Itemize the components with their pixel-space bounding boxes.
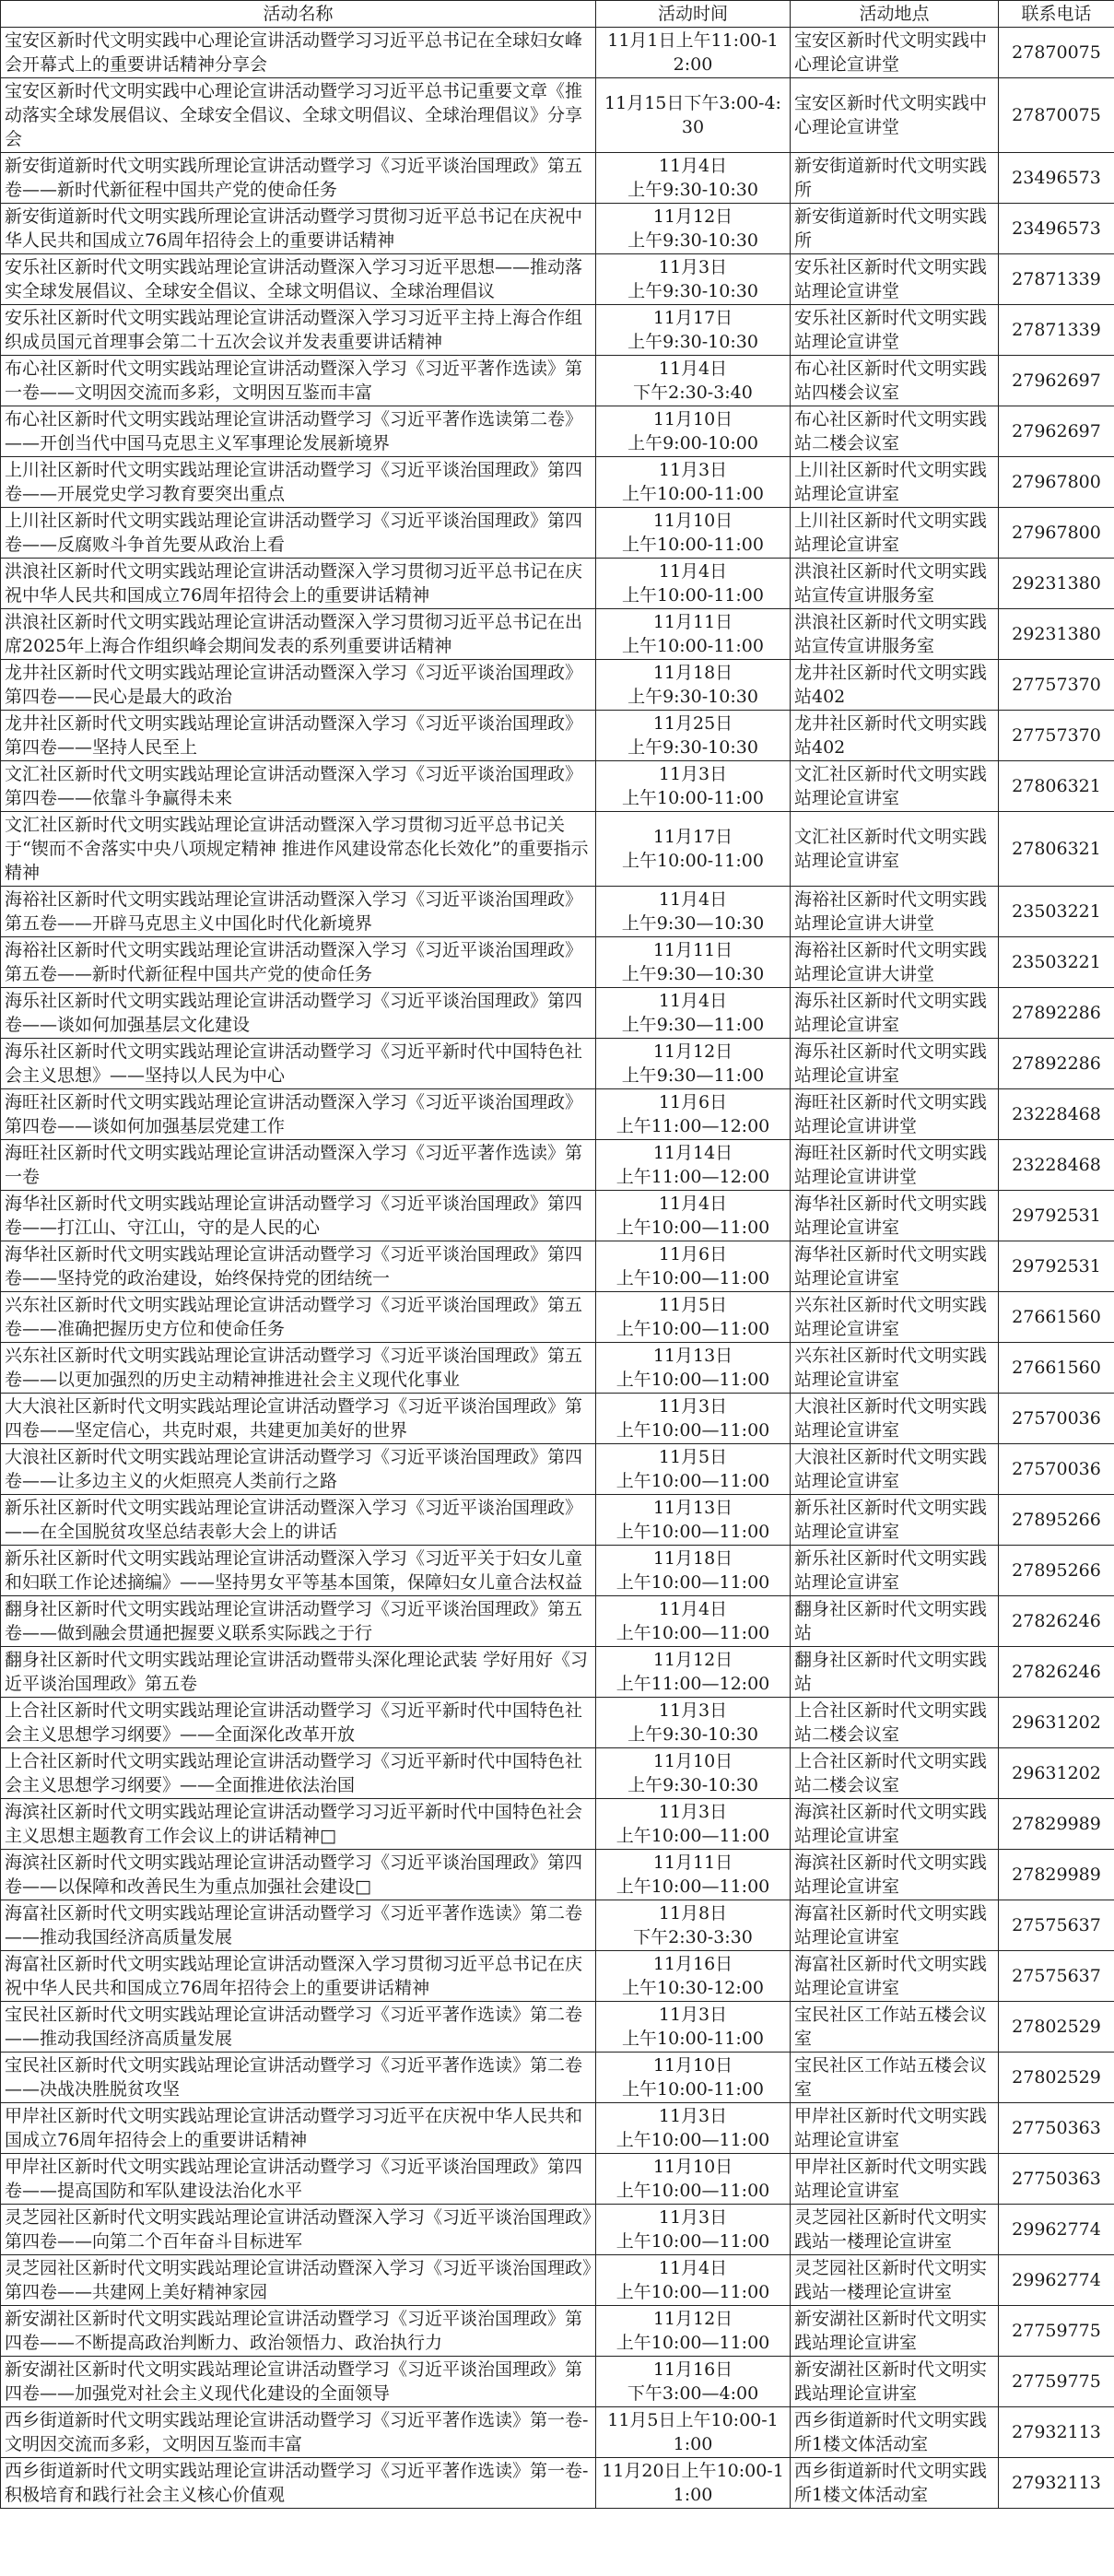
activity-place-cell: 新乐社区新时代文明实践站理论宣讲室 (791, 1546, 999, 1596)
table-header-row (1, 1, 1114, 28)
activity-time-cell: 11月17日 上午9:30-10:30 (596, 305, 791, 356)
activity-place-cell: 甲岸社区新时代文明实践站理论宣讲室 (791, 2154, 999, 2205)
table-row (1, 28, 1114, 78)
table-row (1, 406, 1114, 457)
activity-place-cell: 海滨社区新时代文明实践站理论宣讲室 (791, 1799, 999, 1850)
activity-time-cell: 11月4日 上午10:00—11:00 (596, 2255, 791, 2306)
table-row (1, 508, 1114, 559)
activity-place-cell: 海乐社区新时代文明实践站理论宣讲室 (791, 1039, 999, 1089)
activity-place-cell: 海旺社区新时代文明实践站理论宣讲讲堂 (791, 1140, 999, 1191)
table-row (1, 937, 1114, 988)
contact-phone-cell: 29231380 (999, 559, 1114, 609)
activity-name-cell: 宝民社区新时代文明实践站理论宣讲活动暨学习《习近平著作选读》第二卷——推动我国经济高质量发展 (1, 2002, 596, 2053)
activity-place-cell: 海旺社区新时代文明实践站理论宣讲讲堂 (791, 1089, 999, 1140)
contact-phone-cell: 27892286 (999, 1039, 1114, 1089)
activity-place-cell: 西乡街道新时代文明实践所1楼文体活动室 (791, 2407, 999, 2458)
table-row (1, 1292, 1114, 1343)
contact-phone-cell: 27575637 (999, 1900, 1114, 1951)
table-row (1, 2103, 1114, 2154)
activity-place-cell: 布心社区新时代文明实践站四楼会议室 (791, 356, 999, 406)
table-row (1, 1444, 1114, 1495)
contact-phone-cell: 29792531 (999, 1241, 1114, 1292)
activity-time-cell: 11月15日下午3:00-4:30 (596, 78, 791, 153)
activity-time-cell: 11月4日 上午10:00—11:00 (596, 1191, 791, 1241)
activity-time-cell: 11月3日 上午10:00-11:00 (596, 2002, 791, 2053)
table-row (1, 153, 1114, 204)
contact-phone-cell: 27870075 (999, 28, 1114, 78)
activity-name-cell: 文汇社区新时代文明实践站理论宣讲活动暨深入学习贯彻习近平总书记关于“锲而不舍落实中央八项规定精神 推进作风建设常态化长效化”的重要指示精神 (1, 812, 596, 887)
activity-time-cell: 11月6日 上午11:00—12:00 (596, 1089, 791, 1140)
table-row (1, 204, 1114, 254)
contact-phone-cell: 27757370 (999, 660, 1114, 711)
contact-phone-cell: 29792531 (999, 1191, 1114, 1241)
table-row (1, 660, 1114, 711)
table-row (1, 1089, 1114, 1140)
activity-name-cell: 海华社区新时代文明实践站理论宣讲活动暨学习《习近平谈治国理政》第四卷——坚持党的政治建设，始终保持党的团结统一 (1, 1241, 596, 1292)
activity-name-cell: 上合社区新时代文明实践站理论宣讲活动暨学习《习近平新时代中国特色社会主义思想学习纲要》——全面推进依法治国 (1, 1748, 596, 1799)
activity-place-cell: 上川社区新时代文明实践站理论宣讲室 (791, 508, 999, 559)
contact-phone-cell: 29962774 (999, 2205, 1114, 2255)
activity-name-cell: 新安街道新时代文明实践所理论宣讲活动暨学习《习近平谈治国理政》第五卷——新时代新征程中国共产党的使命任务 (1, 153, 596, 204)
activity-place-cell: 宝民社区工作站五楼会议室 (791, 2002, 999, 2053)
activity-name-cell: 海乐社区新时代文明实践站理论宣讲活动暨学习《习近平谈治国理政》第四卷——谈如何加强基层文化建设 (1, 988, 596, 1039)
activity-name-cell: 兴东社区新时代文明实践站理论宣讲活动暨学习《习近平谈治国理政》第五卷——准确把握历史方位和使命任务 (1, 1292, 596, 1343)
activity-place-cell: 翻身社区新时代文明实践站 (791, 1596, 999, 1647)
activity-place-cell: 龙井社区新时代文明实践站402 (791, 711, 999, 761)
activity-time-cell: 11月10日 上午9:30-10:30 (596, 1748, 791, 1799)
contact-phone-cell: 27757370 (999, 711, 1114, 761)
activity-time-cell: 11月4日 上午10:00-11:00 (596, 559, 791, 609)
activity-time-cell: 11月20日上午10:00-11:00 (596, 2458, 791, 2509)
activity-time-cell: 11月3日 上午10:00—11:00 (596, 1394, 791, 1444)
activity-time-cell: 11月10日 上午9:00-10:00 (596, 406, 791, 457)
activity-name-cell: 灵芝园社区新时代文明实践站理论宣讲活动暨深入学习《习近平谈治国理政》第四卷——向第二个百年奋斗目标进军 (1, 2205, 596, 2255)
table-row (1, 457, 1114, 508)
activity-place-cell: 海乐社区新时代文明实践站理论宣讲室 (791, 988, 999, 1039)
activity-time-cell: 11月13日 上午10:00—11:00 (596, 1343, 791, 1394)
table-row (1, 1343, 1114, 1394)
contact-phone-cell: 27806321 (999, 761, 1114, 812)
activity-place-cell: 宝民社区工作站五楼会议室 (791, 2053, 999, 2103)
table-row (1, 1140, 1114, 1191)
contact-phone-cell: 29231380 (999, 609, 1114, 660)
activity-place-cell: 海富社区新时代文明实践站理论宣讲室 (791, 1900, 999, 1951)
header-contact-phone: 联系电话 (999, 1, 1114, 28)
activity-time-cell: 11月14日 上午11:00—12:00 (596, 1140, 791, 1191)
table-row (1, 2458, 1114, 2509)
activity-place-cell: 宝安区新时代文明实践中心理论宣讲堂 (791, 28, 999, 78)
activity-name-cell: 海旺社区新时代文明实践站理论宣讲活动暨深入学习《习近平著作选读》第一卷 (1, 1140, 596, 1191)
activity-time-cell: 11月12日 上午9:30-10:30 (596, 204, 791, 254)
activity-name-cell: 翻身社区新时代文明实践站理论宣讲活动暨学习《习近平谈治国理政》第五卷——做到融会贯通把握要义联系实际践之于行 (1, 1596, 596, 1647)
activity-time-cell: 11月4日 上午9:30—11:00 (596, 988, 791, 1039)
activity-name-cell: 兴东社区新时代文明实践站理论宣讲活动暨学习《习近平谈治国理政》第五卷——以更加强烈的历史主动精神推进社会主义现代化事业 (1, 1343, 596, 1394)
table-row (1, 2407, 1114, 2458)
activity-place-cell: 宝安区新时代文明实践中心理论宣讲堂 (791, 78, 999, 153)
activity-name-cell: 上川社区新时代文明实践站理论宣讲活动暨学习《习近平谈治国理政》第四卷——反腐败斗争首先要从政治上看 (1, 508, 596, 559)
activity-name-cell: 新乐社区新时代文明实践站理论宣讲活动暨深入学习《习近平关于妇女儿童和妇联工作论述摘编》——坚持男女平等基本国策，保障妇女儿童合法权益 (1, 1546, 596, 1596)
activity-place-cell: 兴东社区新时代文明实践站理论宣讲室 (791, 1292, 999, 1343)
activity-place-cell: 文汇社区新时代文明实践站理论宣讲室 (791, 812, 999, 887)
activity-name-cell: 灵芝园社区新时代文明实践站理论宣讲活动暨深入学习《习近平谈治国理政》第四卷——共建网上美好精神家园 (1, 2255, 596, 2306)
table-row (1, 609, 1114, 660)
activity-place-cell: 安乐社区新时代文明实践站理论宣讲堂 (791, 305, 999, 356)
table-row (1, 1191, 1114, 1241)
table-row (1, 1394, 1114, 1444)
activity-time-cell: 11月10日 上午10:00—11:00 (596, 2154, 791, 2205)
activity-name-cell: 文汇社区新时代文明实践站理论宣讲活动暨深入学习《习近平谈治国理政》第四卷——依靠斗争赢得未来 (1, 761, 596, 812)
activity-name-cell: 龙井社区新时代文明实践站理论宣讲活动暨深入学习《习近平谈治国理政》第四卷——坚持人民至上 (1, 711, 596, 761)
contact-phone-cell: 27871339 (999, 254, 1114, 305)
activity-name-cell: 甲岸社区新时代文明实践站理论宣讲活动暨学习习近平在庆祝中华人民共和国成立76周年招待会上的重要讲话精神 (1, 2103, 596, 2154)
contact-phone-cell: 27932113 (999, 2458, 1114, 2509)
contact-phone-cell: 27802529 (999, 2053, 1114, 2103)
activity-time-cell: 11月3日 上午9:30-10:30 (596, 254, 791, 305)
header-activity-time: 活动时间 (596, 1, 791, 28)
activity-place-cell: 新安湖社区新时代文明实践站理论宣讲室 (791, 2357, 999, 2407)
contact-phone-cell: 27802529 (999, 2002, 1114, 2053)
table-row (1, 78, 1114, 153)
contact-phone-cell: 27962697 (999, 406, 1114, 457)
activity-place-cell: 安乐社区新时代文明实践站理论宣讲堂 (791, 254, 999, 305)
activity-time-cell: 11月3日 上午10:00—11:00 (596, 1799, 791, 1850)
activity-name-cell: 海旺社区新时代文明实践站理论宣讲活动暨深入学习《习近平谈治国理政》第四卷——谈如何加强基层党建工作 (1, 1089, 596, 1140)
table-row (1, 1596, 1114, 1647)
activity-place-cell: 新安街道新时代文明实践所 (791, 204, 999, 254)
table-row (1, 559, 1114, 609)
table-row (1, 2154, 1114, 2205)
activity-name-cell: 西乡街道新时代文明实践站理论宣讲活动暨学习《习近平著作选读》第一卷-积极培育和践行社会主义核心价值观 (1, 2458, 596, 2509)
contact-phone-cell: 27759775 (999, 2306, 1114, 2357)
activity-name-cell: 宝安区新时代文明实践中心理论宣讲活动暨学习习近平总书记重要文章《推动落实全球发展倡议、全球安全倡议、全球文明倡议、全球治理倡议》分享会 (1, 78, 596, 153)
table-row (1, 2002, 1114, 2053)
activity-place-cell: 海华社区新时代文明实践站理论宣讲室 (791, 1241, 999, 1292)
table-body (1, 28, 1114, 2509)
activity-name-cell: 大浪社区新时代文明实践站理论宣讲活动暨学习《习近平谈治国理政》第四卷——让多边主义的火炬照亮人类前行之路 (1, 1444, 596, 1495)
activity-time-cell: 11月4日 上午10:00—11:00 (596, 1596, 791, 1647)
activity-name-cell: 海富社区新时代文明实践站理论宣讲活动暨学习《习近平著作选读》第二卷——推动我国经济高质量发展 (1, 1900, 596, 1951)
table-row (1, 1647, 1114, 1698)
activity-name-cell: 翻身社区新时代文明实践站理论宣讲活动暨带头深化理论武装 学好用好《习近平谈治国理政》第五卷 (1, 1647, 596, 1698)
contact-phone-cell: 27806321 (999, 812, 1114, 887)
activity-name-cell: 上合社区新时代文明实践站理论宣讲活动暨学习《习近平新时代中国特色社会主义思想学习纲要》——全面深化改革开放 (1, 1698, 596, 1748)
table-row (1, 2053, 1114, 2103)
contact-phone-cell: 29631202 (999, 1748, 1114, 1799)
table-row (1, 1900, 1114, 1951)
activity-time-cell: 11月5日 上午10:00—11:00 (596, 1444, 791, 1495)
activity-place-cell: 海裕社区新时代文明实践站理论宣讲大讲堂 (791, 937, 999, 988)
activity-time-cell: 11月4日 下午2:30-3:40 (596, 356, 791, 406)
contact-phone-cell: 27826246 (999, 1647, 1114, 1698)
activity-name-cell: 安乐社区新时代文明实践站理论宣讲活动暨深入学习习近平主持上海合作组织成员国元首理事会第二十五次会议并发表重要讲话精神 (1, 305, 596, 356)
activity-time-cell: 11月3日 上午10:00—11:00 (596, 2103, 791, 2154)
activity-place-cell: 灵芝园社区新时代文明实践站一楼理论宣讲室 (791, 2255, 999, 2306)
activity-time-cell: 11月6日 上午10:00—11:00 (596, 1241, 791, 1292)
contact-phone-cell: 27826246 (999, 1596, 1114, 1647)
activity-name-cell: 新乐社区新时代文明实践站理论宣讲活动暨深入学习《习近平谈治国理政》——在全国脱贫攻坚总结表彰大会上的讲话 (1, 1495, 596, 1546)
table-row (1, 711, 1114, 761)
activity-time-cell: 11月11日 上午10:00-11:00 (596, 609, 791, 660)
contact-phone-cell: 23228468 (999, 1089, 1114, 1140)
table-row (1, 2205, 1114, 2255)
activity-name-cell: 甲岸社区新时代文明实践站理论宣讲活动暨学习《习近平谈治国理政》第四卷——提高国防和军队建设法治化水平 (1, 2154, 596, 2205)
activity-name-cell: 龙井社区新时代文明实践站理论宣讲活动暨深入学习《习近平谈治国理政》第四卷——民心是最大的政治 (1, 660, 596, 711)
activity-place-cell: 海裕社区新时代文明实践站理论宣讲大讲堂 (791, 887, 999, 937)
activity-place-cell: 洪浪社区新时代文明实践站宣传宣讲服务室 (791, 559, 999, 609)
activity-place-cell: 甲岸社区新时代文明实践站理论宣讲室 (791, 2103, 999, 2154)
activity-place-cell: 布心社区新时代文明实践站二楼会议室 (791, 406, 999, 457)
activity-place-cell: 海滨社区新时代文明实践站理论宣讲室 (791, 1850, 999, 1900)
contact-phone-cell: 23228468 (999, 1140, 1114, 1191)
header-activity-place: 活动地点 (791, 1, 999, 28)
activity-place-cell: 兴东社区新时代文明实践站理论宣讲室 (791, 1343, 999, 1394)
activity-time-cell: 11月18日 上午9:30-10:30 (596, 660, 791, 711)
activity-time-cell: 11月17日 上午10:00-11:00 (596, 812, 791, 887)
contact-phone-cell: 27967800 (999, 457, 1114, 508)
activity-name-cell: 新安湖社区新时代文明实践站理论宣讲活动暨学习《习近平谈治国理政》第四卷——加强党对社会主义现代化建设的全面领导 (1, 2357, 596, 2407)
contact-phone-cell: 23503221 (999, 887, 1114, 937)
activity-time-cell: 11月12日 上午10:00—11:00 (596, 2306, 791, 2357)
table-row (1, 1748, 1114, 1799)
activity-name-cell: 海乐社区新时代文明实践站理论宣讲活动暨学习《习近平新时代中国特色社会主义思想》——坚持以人民为中心 (1, 1039, 596, 1089)
contact-phone-cell: 27661560 (999, 1292, 1114, 1343)
activity-place-cell: 海华社区新时代文明实践站理论宣讲室 (791, 1191, 999, 1241)
contact-phone-cell: 29631202 (999, 1698, 1114, 1748)
contact-phone-cell: 27962697 (999, 356, 1114, 406)
activity-time-cell: 11月3日 上午10:00-11:00 (596, 761, 791, 812)
activity-time-cell: 11月8日 下午2:30-3:30 (596, 1900, 791, 1951)
activity-place-cell: 上合社区新时代文明实践站二楼会议室 (791, 1748, 999, 1799)
activity-place-cell: 新安街道新时代文明实践所 (791, 153, 999, 204)
activity-time-cell: 11月5日 上午10:00—11:00 (596, 1292, 791, 1343)
activity-name-cell: 上川社区新时代文明实践站理论宣讲活动暨学习《习近平谈治国理政》第四卷——开展党史学习教育要突出重点 (1, 457, 596, 508)
table-row (1, 761, 1114, 812)
activity-name-cell: 布心社区新时代文明实践站理论宣讲活动暨学习《习近平著作选读第二卷》——开创当代中国马克思主义军事理论发展新境界 (1, 406, 596, 457)
table-row (1, 1039, 1114, 1089)
table-row (1, 1546, 1114, 1596)
activity-place-cell: 大浪社区新时代文明实践站理论宣讲室 (791, 1444, 999, 1495)
contact-phone-cell: 23503221 (999, 937, 1114, 988)
table-row (1, 1495, 1114, 1546)
table-row (1, 2255, 1114, 2306)
activity-place-cell: 西乡街道新时代文明实践所1楼文体活动室 (791, 2458, 999, 2509)
contact-phone-cell: 27932113 (999, 2407, 1114, 2458)
activity-time-cell: 11月10日 上午10:00-11:00 (596, 2053, 791, 2103)
contact-phone-cell: 27759775 (999, 2357, 1114, 2407)
table-row (1, 1698, 1114, 1748)
activity-name-cell: 西乡街道新时代文明实践站理论宣讲活动暨学习《习近平著作选读》第一卷-文明因交流而多彩，文明因互鉴而丰富 (1, 2407, 596, 2458)
contact-phone-cell: 27570036 (999, 1444, 1114, 1495)
table-row (1, 356, 1114, 406)
contact-phone-cell: 27829989 (999, 1850, 1114, 1900)
activity-time-cell: 11月4日 上午9:30—10:30 (596, 887, 791, 937)
activity-name-cell: 海滨社区新时代文明实践站理论宣讲活动暨学习《习近平谈治国理政》第四卷——以保障和改善民生为重点加强社会建设□ (1, 1850, 596, 1900)
activity-name-cell: 海华社区新时代文明实践站理论宣讲活动暨学习《习近平谈治国理政》第四卷——打江山、守江山，守的是人民的心 (1, 1191, 596, 1241)
contact-phone-cell: 27829989 (999, 1799, 1114, 1850)
activity-time-cell: 11月10日 上午10:00-11:00 (596, 508, 791, 559)
activity-time-cell: 11月18日 上午10:00—11:00 (596, 1546, 791, 1596)
contact-phone-cell: 27750363 (999, 2154, 1114, 2205)
table-row (1, 1799, 1114, 1850)
activity-time-cell: 11月16日 下午3:00—4:00 (596, 2357, 791, 2407)
activity-name-cell: 洪浪社区新时代文明实践站理论宣讲活动暨深入学习贯彻习近平总书记在出席2025年上海合作组织峰会期间发表的系列重要讲话精神 (1, 609, 596, 660)
activity-time-cell: 11月25日 上午9:30-10:30 (596, 711, 791, 761)
contact-phone-cell: 27892286 (999, 988, 1114, 1039)
activity-name-cell: 安乐社区新时代文明实践站理论宣讲活动暨深入学习习近平思想——推动落实全球发展倡议、全球安全倡议、全球文明倡议、全球治理倡议 (1, 254, 596, 305)
table-row (1, 2357, 1114, 2407)
contact-phone-cell: 27895266 (999, 1546, 1114, 1596)
table-row (1, 254, 1114, 305)
activity-time-cell: 11月3日 上午10:00—11:00 (596, 2205, 791, 2255)
contact-phone-cell: 27575637 (999, 1951, 1114, 2002)
activity-time-cell: 11月11日 上午10:00—11:00 (596, 1850, 791, 1900)
activity-time-cell: 11月13日 上午10:00—11:00 (596, 1495, 791, 1546)
activity-time-cell: 11月1日上午11:00-12:00 (596, 28, 791, 78)
table-row (1, 305, 1114, 356)
contact-phone-cell: 27967800 (999, 508, 1114, 559)
contact-phone-cell: 23496573 (999, 204, 1114, 254)
contact-phone-cell: 27750363 (999, 2103, 1114, 2154)
activity-place-cell: 上川社区新时代文明实践站理论宣讲室 (791, 457, 999, 508)
activity-place-cell: 洪浪社区新时代文明实践站宣传宣讲服务室 (791, 609, 999, 660)
activity-name-cell: 海富社区新时代文明实践站理论宣讲活动暨深入学习贯彻习近平总书记在庆祝中华人民共和国成立76周年招待会上的重要讲话精神 (1, 1951, 596, 2002)
activity-time-cell: 11月11日 上午9:30—10:30 (596, 937, 791, 988)
activity-name-cell: 新安街道新时代文明实践所理论宣讲活动暨学习贯彻习近平总书记在庆祝中华人民共和国成立76周年招待会上的重要讲话精神 (1, 204, 596, 254)
table-row (1, 1951, 1114, 2002)
table-row (1, 988, 1114, 1039)
activity-place-cell: 翻身社区新时代文明实践站 (791, 1647, 999, 1698)
contact-phone-cell: 27570036 (999, 1394, 1114, 1444)
header-activity-name: 活动名称 (1, 1, 596, 28)
table-row (1, 1241, 1114, 1292)
activity-time-cell: 11月4日 上午9:30-10:30 (596, 153, 791, 204)
activity-place-cell: 大浪社区新时代文明实践站理论宣讲室 (791, 1394, 999, 1444)
activity-place-cell: 新安湖社区新时代文明实践站理论宣讲室 (791, 2306, 999, 2357)
activity-name-cell: 海滨社区新时代文明实践站理论宣讲活动暨学习习近平新时代中国特色社会主义思想主题教育工作会议上的讲话精神□ (1, 1799, 596, 1850)
table-row (1, 887, 1114, 937)
activity-place-cell: 龙井社区新时代文明实践站402 (791, 660, 999, 711)
contact-phone-cell: 27870075 (999, 78, 1114, 153)
activity-place-cell: 新乐社区新时代文明实践站理论宣讲室 (791, 1495, 999, 1546)
activity-place-cell: 上合社区新时代文明实践站二楼会议室 (791, 1698, 999, 1748)
activity-name-cell: 宝安区新时代文明实践中心理论宣讲活动暨学习习近平总书记在全球妇女峰会开幕式上的重要讲话精神分享会 (1, 28, 596, 78)
activity-time-cell: 11月12日 上午11:00—12:00 (596, 1647, 791, 1698)
activity-place-cell: 海富社区新时代文明实践站理论宣讲室 (791, 1951, 999, 2002)
contact-phone-cell: 29962774 (999, 2255, 1114, 2306)
contact-phone-cell: 27895266 (999, 1495, 1114, 1546)
activity-name-cell: 洪浪社区新时代文明实践站理论宣讲活动暨深入学习贯彻习近平总书记在庆祝中华人民共和国成立76周年招待会上的重要讲话精神 (1, 559, 596, 609)
activity-name-cell: 大大浪社区新时代文明实践站理论宣讲活动暨学习《习近平谈治国理政》第四卷——坚定信心，共克时艰，共建更加美好的世界 (1, 1394, 596, 1444)
table-row (1, 812, 1114, 887)
activity-time-cell: 11月16日 上午10:30-12:00 (596, 1951, 791, 2002)
activity-place-cell: 文汇社区新时代文明实践站理论宣讲室 (791, 761, 999, 812)
contact-phone-cell: 23496573 (999, 153, 1114, 204)
activity-name-cell: 布心社区新时代文明实践站理论宣讲活动暨深入学习《习近平著作选读》第一卷——文明因交流而多彩，文明因互鉴而丰富 (1, 356, 596, 406)
activity-time-cell: 11月3日 上午10:00-11:00 (596, 457, 791, 508)
activity-time-cell: 11月12日 上午9:30—11:00 (596, 1039, 791, 1089)
table-row (1, 1850, 1114, 1900)
activity-time-cell: 11月3日 上午9:30-10:30 (596, 1698, 791, 1748)
activity-time-cell: 11月5日上午10:00-11:00 (596, 2407, 791, 2458)
activity-place-cell: 灵芝园社区新时代文明实践站一楼理论宣讲室 (791, 2205, 999, 2255)
activity-name-cell: 海裕社区新时代文明实践站理论宣讲活动暨深入学习《习近平谈治国理政》第五卷——开辟马克思主义中国化时代化新境界 (1, 887, 596, 937)
activity-name-cell: 海裕社区新时代文明实践站理论宣讲活动暨深入学习《习近平谈治国理政》第五卷——新时代新征程中国共产党的使命任务 (1, 937, 596, 988)
activity-name-cell: 新安湖社区新时代文明实践站理论宣讲活动暨学习《习近平谈治国理政》第四卷——不断提高政治判断力、政治领悟力、政治执行力 (1, 2306, 596, 2357)
table-row (1, 2306, 1114, 2357)
activity-name-cell: 宝民社区新时代文明实践站理论宣讲活动暨学习《习近平著作选读》第二卷——决战决胜脱贫攻坚 (1, 2053, 596, 2103)
contact-phone-cell: 27871339 (999, 305, 1114, 356)
contact-phone-cell: 27661560 (999, 1343, 1114, 1394)
